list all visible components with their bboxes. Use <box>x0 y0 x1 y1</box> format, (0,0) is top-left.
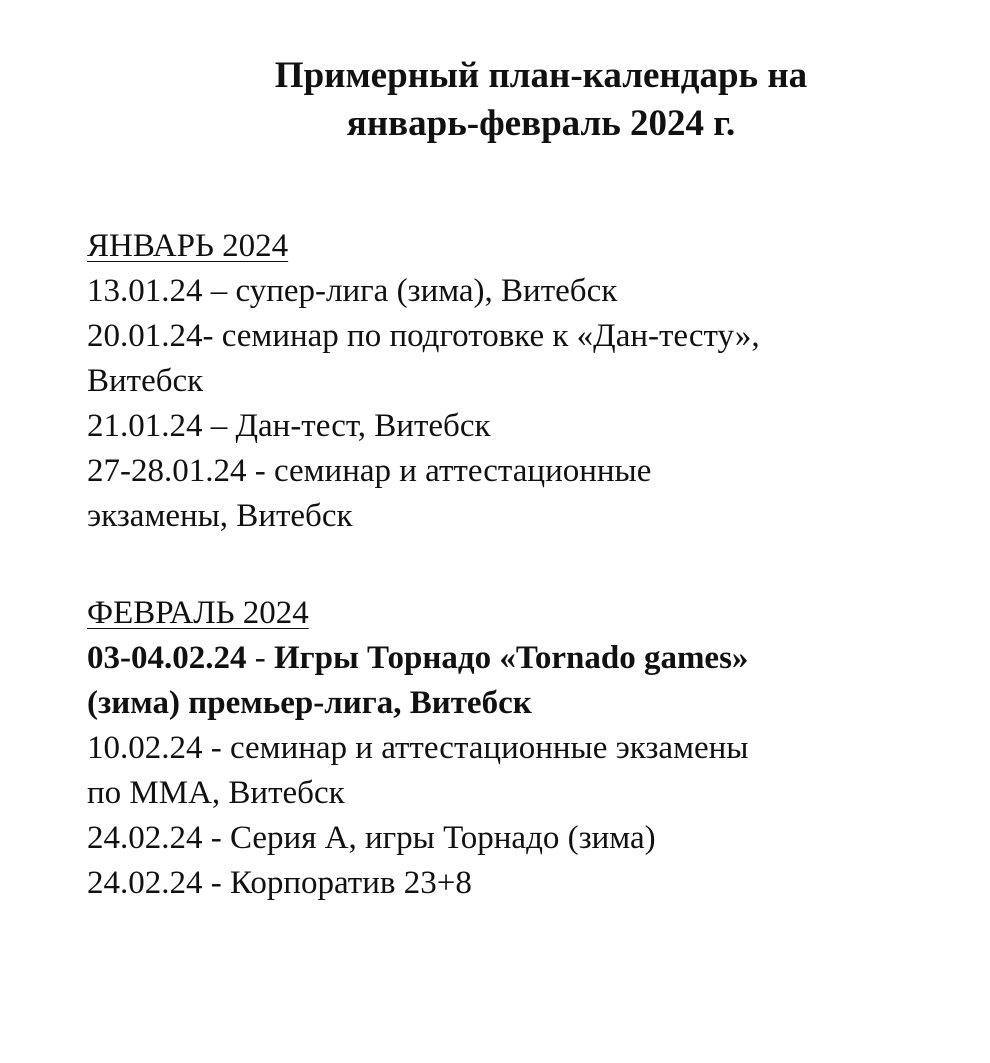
featured-event-item <box>87 636 967 726</box>
document-title <box>0 52 990 148</box>
event-line: Витебск <box>87 363 204 399</box>
event-line: 21.01.24 – Дан-тест, Витебск <box>87 408 491 444</box>
event-item <box>87 404 967 449</box>
event-line: 24.02.24 - Серия А, игры Торнадо (зима) <box>87 820 656 856</box>
event-item <box>87 314 967 404</box>
event-item <box>87 449 967 539</box>
featured-event-title: Игры Торнадо «Tornado games» <box>274 640 749 676</box>
featured-event-line-2: (зима) премьер-лига, Витебск <box>87 685 532 721</box>
event-item <box>87 269 967 314</box>
featured-event-separator: - <box>246 640 274 676</box>
event-line: 24.02.24 - Корпоратив 23+8 <box>87 865 472 901</box>
section-heading-february: ФЕВРАЛЬ 2024 <box>87 595 309 631</box>
event-line: 27-28.01.24 - семинар и аттестационные <box>87 453 652 489</box>
document-title-line-1: Примерный план-календарь на <box>274 55 808 96</box>
event-line: экзамены, Витебск <box>87 498 353 534</box>
event-line: по ММА, Витебск <box>87 775 345 811</box>
event-line: 10.02.24 - семинар и аттестационные экзамены <box>87 730 749 766</box>
featured-event-line-1 <box>87 636 967 681</box>
event-item <box>87 726 967 816</box>
event-item <box>87 816 967 861</box>
section-february <box>87 591 967 906</box>
event-line: 13.01.24 – супер-лига (зима), Витебск <box>87 273 618 309</box>
section-heading-january: ЯНВАРЬ 2024 <box>87 228 289 264</box>
document-title-line-2: январь-февраль 2024 г. <box>346 103 736 144</box>
event-item <box>87 861 967 906</box>
event-line: 20.01.24- семинар по подготовке к «Дан-тесту», <box>87 318 760 354</box>
section-january <box>87 224 967 539</box>
featured-event-date: 03-04.02.24 <box>87 640 247 676</box>
